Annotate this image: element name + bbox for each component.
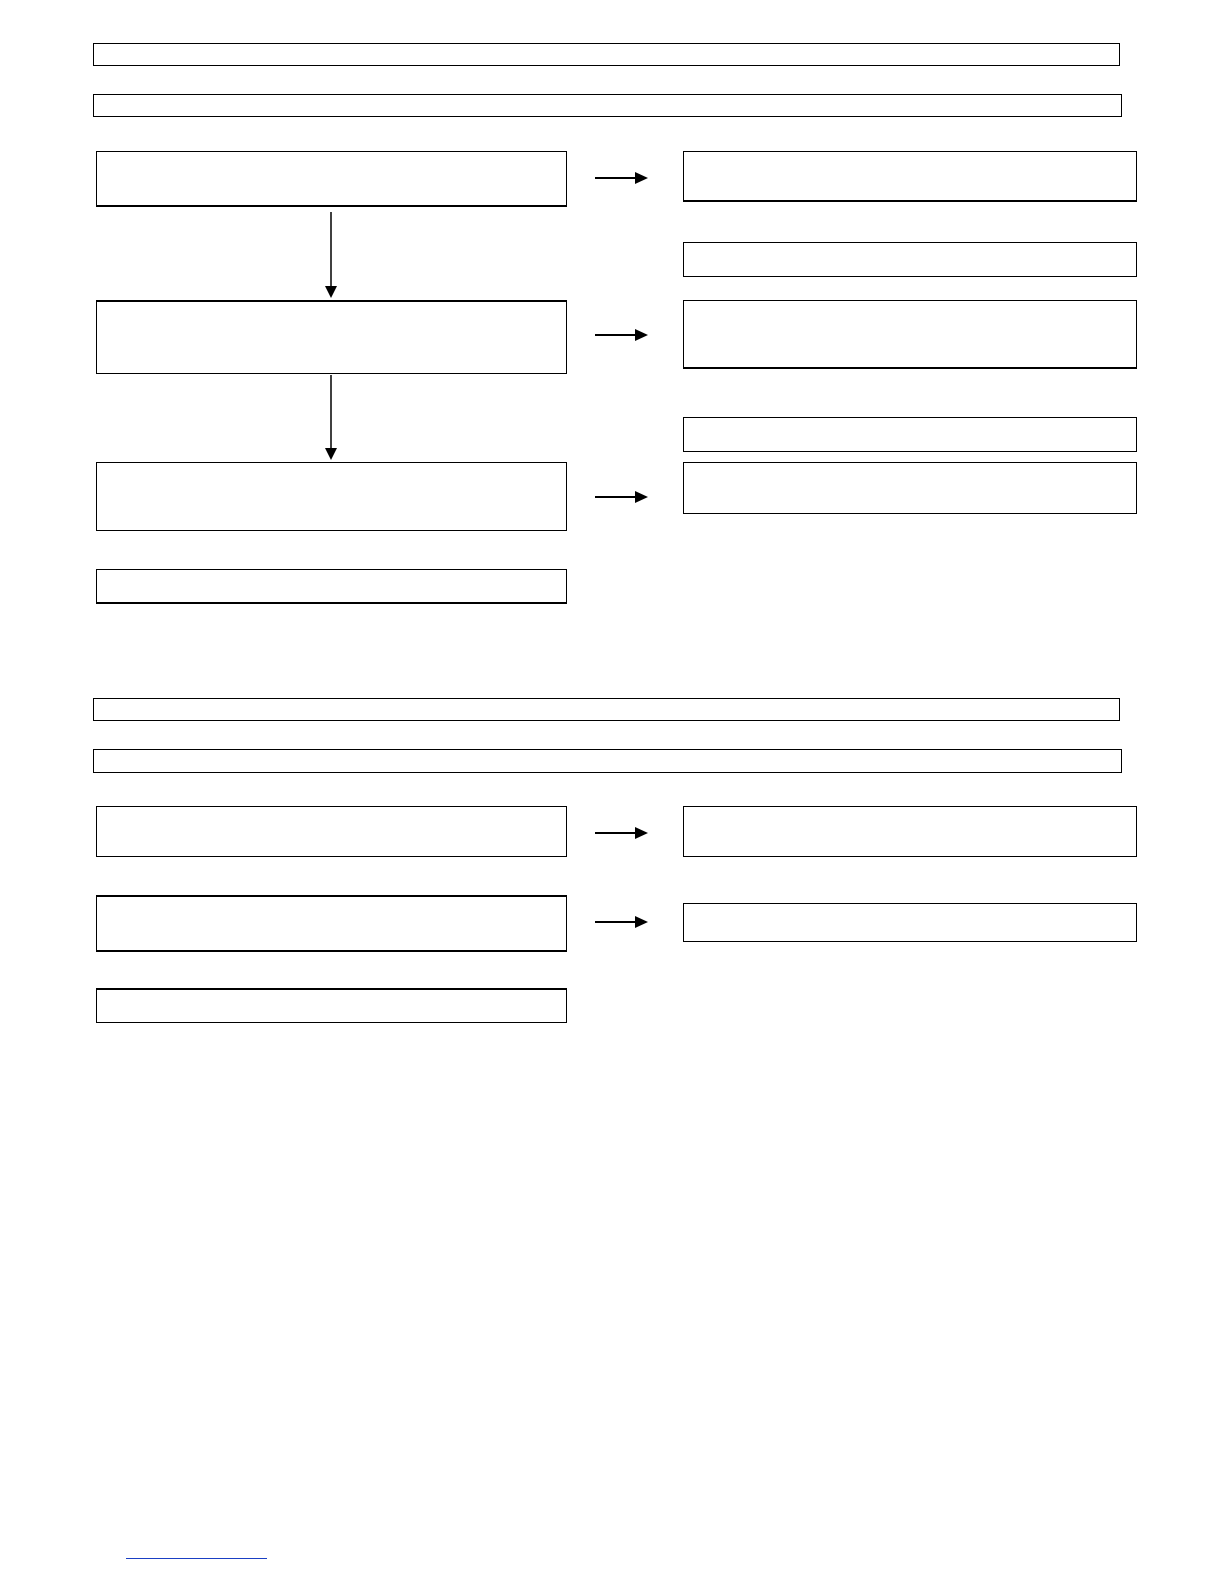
- section1-step-2-box: [96, 300, 567, 374]
- section1-right-arrow-1: [595, 170, 651, 186]
- section2-header-1: [93, 698, 1120, 721]
- section1-note-1-box: [683, 242, 1137, 277]
- section2-header-2: [93, 749, 1122, 773]
- section1-right-arrow-2: [595, 327, 651, 343]
- section2-right-arrow-1: [595, 825, 651, 841]
- section1-step-1-box: [96, 151, 567, 207]
- footer-link-underline[interactable]: [126, 1558, 267, 1559]
- section2-step-1-box: [96, 806, 567, 857]
- section1-step-3-box: [96, 462, 567, 531]
- section1-right-arrow-3: [595, 489, 651, 505]
- section2-final-box: [96, 988, 567, 1023]
- section2-result-2-box: [683, 903, 1137, 942]
- section1-final-box: [96, 569, 567, 604]
- section2-result-1-box: [683, 806, 1137, 857]
- section1-header-1: [93, 43, 1120, 66]
- section1-note-2-box: [683, 417, 1137, 452]
- section1-down-arrow-1: [321, 212, 341, 300]
- section2-right-arrow-2: [595, 914, 651, 930]
- section1-result-2-box: [683, 300, 1137, 369]
- section1-down-arrow-2: [321, 375, 341, 462]
- section1-result-1-box: [683, 151, 1137, 202]
- section1-header-2: [93, 94, 1122, 117]
- section1-result-3-box: [683, 462, 1137, 514]
- section2-step-2-box: [96, 895, 567, 952]
